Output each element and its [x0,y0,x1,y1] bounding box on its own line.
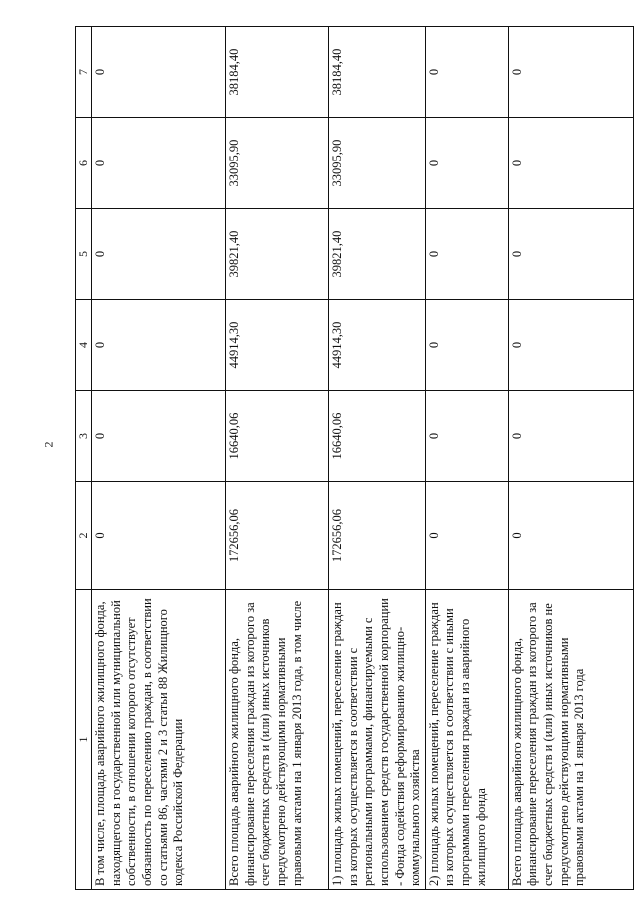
column-header: 4 [76,300,92,391]
table-cell: 172656,06 [329,482,426,590]
table-cell: 39821,40 [329,209,426,300]
table-cell: 0 [92,209,226,300]
table-row [425,27,508,890]
table-header-row [76,27,92,890]
row-description: 2) площадь жилых помещений, переселение граждан из которых осуществляется в соответствии с иными программами переселения граждан из аварийного жилищного фонда [425,590,508,890]
column-header: 6 [76,118,92,209]
table-cell: 172656,06 [226,482,329,590]
table-cell: 0 [92,482,226,590]
column-header: 7 [76,27,92,118]
table-cell: 0 [92,391,226,482]
row-description: Всего площадь аварийного жилищного фонда, финансирование переселения граждан из которого за счет бюджетных средств и (или) иных источников не предусмотрено действующими нормативными правовыми актами на 1 января 2013 года [508,590,633,890]
table-cell: 0 [508,391,633,482]
table-cell: 33095,90 [226,118,329,209]
table-row [329,27,426,890]
table-row [508,27,633,890]
page-number: 2 [41,441,56,448]
row-description: Всего площадь аварийного жилищного фонда, финансирование переселения граждан из которого за счет бюджетных средств и (или) иных источников предусмотрено действующими нормативными правовыми актами на 1 января 2013 года, в том числе [226,590,329,890]
row-description: В том числе, площадь аварийного жилищного фонда, находящегося в государственной или муниципальной собственности, в отношении которого отсутствует обязанность по переселению граждан, в соответствии со статьями 86, частями 2 и 3 статьи 88 Жилищного кодекса Российской Федерации [92,590,226,890]
table-row [226,27,329,890]
table-cell: 0 [425,482,508,590]
column-header: 3 [76,391,92,482]
table-cell: 0 [508,300,633,391]
document-table-wrapper [75,27,634,890]
table-cell: 0 [425,27,508,118]
table-cell: 38184,40 [329,27,426,118]
table-cell: 38184,40 [226,27,329,118]
table-cell: 0 [425,209,508,300]
table-cell: 44914,30 [226,300,329,391]
table-cell: 0 [92,27,226,118]
table-cell: 44914,30 [329,300,426,391]
column-header: 2 [76,482,92,590]
housing-fund-table [75,26,634,890]
table-cell: 0 [92,118,226,209]
table-cell: 39821,40 [226,209,329,300]
table-cell: 16640,06 [226,391,329,482]
table-cell: 0 [508,27,633,118]
column-header: 1 [76,590,92,890]
document-table-rotated [75,27,634,890]
table-cell: 0 [425,118,508,209]
table-cell: 0 [92,300,226,391]
table-cell: 16640,06 [329,391,426,482]
table-cell: 0 [508,118,633,209]
row-description: 1) площадь жилых помещений, переселение граждан из которых осуществляется в соответствии с региональными программами, финансируемыми с использованием средств государственной корпорации - Фонда содействия реформированию жилищно-коммунального хозяйства [329,590,426,890]
table-row [92,27,226,890]
table-cell: 0 [508,209,633,300]
table-cell: 33095,90 [329,118,426,209]
table-cell: 0 [425,391,508,482]
column-header: 5 [76,209,92,300]
table-cell: 0 [425,300,508,391]
table-cell: 0 [508,482,633,590]
